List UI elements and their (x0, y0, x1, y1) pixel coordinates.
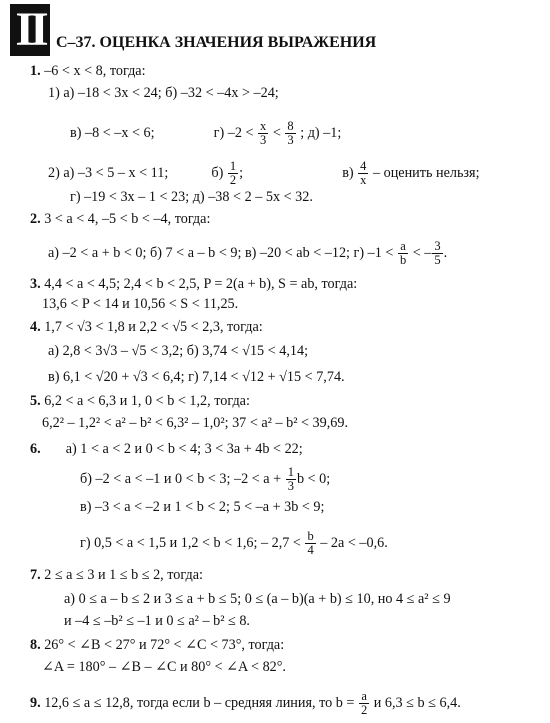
answer-text: в) (342, 164, 354, 181)
problem-text: 12,6 ≤ a ≤ 12,8, тогда если b – средняя линия, то b = (44, 694, 355, 711)
fraction: $\frac{x}{3}$ (260, 119, 267, 147)
problem-4 (30, 318, 263, 336)
answer-line: г) –19 < 3x – 1 < 23; д) –38 < 2 – 5x < 32. (70, 189, 313, 205)
answer-line: и –4 ≤ –b² ≤ –1 и 0 ≤ a² – b² ≤ 8. (64, 613, 250, 629)
problem-9 (30, 690, 461, 717)
answer-text: – оценить нельзя; (369, 164, 480, 181)
fraction: $\frac{a}{b}$ (399, 239, 407, 267)
answer-text: 2) а) –3 < 5 – x < 11; (48, 164, 169, 181)
answer-text: б) –2 < a < –1 и 0 < b < 3; –2 < a + (80, 470, 282, 487)
problem-2 (30, 210, 210, 228)
problem-text: 2 ≤ a ≤ 3 и 1 ≤ b ≤ 2, тогда: (44, 567, 203, 583)
answer-line: 1) а) –18 < 3x < 24; б) –32 < –4x > –24; (48, 85, 279, 101)
problem-number: 8. (30, 637, 41, 653)
answer-text: < (272, 124, 281, 141)
answer-line (70, 120, 341, 147)
fraction: $\frac{8}{3}$ (287, 119, 294, 147)
fraction: $\frac{1}{3}$ (287, 465, 294, 493)
answer-line: 13,6 < P < 14 и 10,56 < S < 11,25. (42, 296, 239, 312)
answer-line (80, 466, 330, 493)
problem-text: 6,2 < a < 6,3 и 1, 0 < b < 1,2, тогда: (44, 393, 250, 409)
problem-number: 2. (30, 211, 41, 227)
answer-text: б) (211, 164, 224, 181)
problem-text: –6 < x < 8, тогда: (44, 63, 146, 79)
answer-text: < – (412, 244, 432, 261)
problem-number: 3. (30, 276, 41, 292)
problem-5 (30, 392, 250, 410)
answer-line: а) 2,8 < 3√3 – √5 < 3,2; б) 3,74 < √15 < 4,14; (48, 343, 309, 359)
answer-text: ; (239, 164, 244, 181)
problem-number: 9. (30, 694, 41, 711)
answer-text: b < 0; (296, 470, 331, 487)
problem-text: 26° < ∠B < 27° и 72° < ∠C < 73°, тогда: (44, 637, 285, 653)
answer-text: ; д) –1; (300, 124, 342, 141)
problem-3 (30, 275, 357, 293)
fraction: $\frac{1}{2}$ (229, 159, 237, 187)
fraction: $\frac{b}{4}$ (307, 529, 314, 557)
problem-text: 3 < a < 4, –5 < b < –4, тогда: (44, 211, 211, 227)
problem-text: и 6,3 ≤ b ≤ 6,4. (373, 694, 461, 711)
fraction: $\frac{a}{2}$ (360, 689, 368, 717)
problem-text: 4,4 < a < 4,5; 2,4 < b < 2,5, P = 2(a + b), S = ab, тогда: (44, 276, 358, 292)
problem-6 (30, 440, 303, 458)
problem-7 (30, 566, 203, 584)
section-badge: II (10, 4, 50, 56)
answer-text: – 2a < –0,6. (320, 534, 388, 551)
problem-number: 5. (30, 393, 41, 409)
answer-line (80, 530, 388, 557)
problem-text: а) 1 < a < 2 и 0 < b < 4; 3 < 3a + 4b < 22; (65, 441, 303, 457)
answer-line: в) –3 < a < –2 и 1 < b < 2; 5 < –a + 3b < 9; (80, 499, 325, 515)
problem-number: 1. (30, 63, 41, 79)
problem-1 (30, 62, 146, 80)
fraction: $\frac{4}{x}$ (360, 159, 367, 187)
answer-text: а) –2 < a + b < 0; б) 7 < a – b < 9; в) –20 < ab < –12; г) –1 < (48, 244, 394, 261)
answer-line: а) 0 ≤ a – b ≤ 2 и 3 ≤ a + b ≤ 5; 0 ≤ (a – b)(a + b) ≤ 10, но 4 ≤ a² ≤ 9 (64, 591, 451, 607)
problem-text: 1,7 < √3 < 1,8 и 2,2 < √5 < 2,3, тогда: (44, 319, 263, 335)
fraction: $\frac{3}{5}$ (434, 239, 441, 267)
answer-line: 6,2² – 1,2² < a² – b² < 6,3² – 1,0²; 37 < a² – b² < 39,69. (42, 415, 349, 431)
answer-text: г) –2 < (213, 124, 254, 141)
answer-line (48, 160, 480, 187)
answer-text: в) –8 < –x < 6; (70, 124, 155, 141)
section-title: С–37. ОЦЕНКА ЗНАЧЕНИЯ ВЫРАЖЕНИЯ (56, 34, 377, 51)
answer-line: ∠A = 180° – ∠B – ∠C и 80° < ∠A < 82°. (42, 659, 286, 675)
problem-8 (30, 636, 284, 654)
problem-number: 7. (30, 567, 41, 583)
answer-text: г) 0,5 < a < 1,5 и 1,2 < b < 1,6; – 2,7 < (80, 534, 301, 551)
answer-line (48, 240, 447, 267)
problem-number: 4. (30, 319, 41, 335)
problem-number: 6. (30, 441, 41, 457)
answer-line: в) 6,1 < √20 + √3 < 6,4; г) 7,14 < √12 + √15 < 7,74. (48, 369, 345, 385)
answer-text: . (443, 244, 448, 261)
